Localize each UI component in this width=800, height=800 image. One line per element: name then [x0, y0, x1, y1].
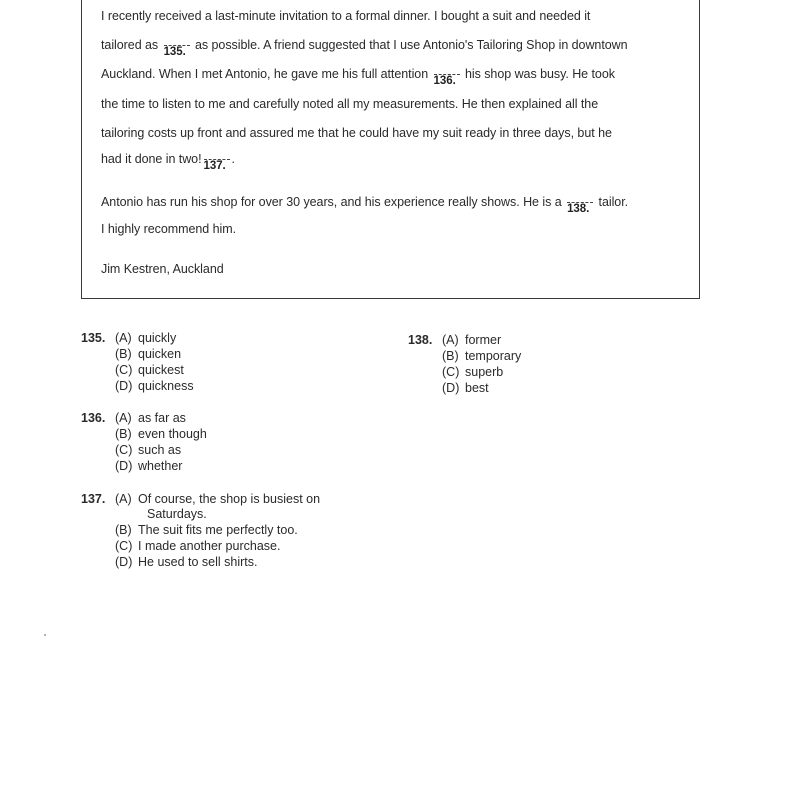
passage-line — [101, 151, 235, 172]
option-136-b[interactable] — [115, 426, 207, 442]
blank-number: 135. — [163, 46, 186, 58]
option-letter: (D) — [115, 555, 133, 569]
option-letter: (D) — [115, 379, 133, 393]
option-letter: (C) — [115, 539, 133, 553]
option-text: I made another purchase. — [138, 539, 281, 553]
option-letter: (C) — [115, 363, 133, 377]
passage-text: Auckland. When I met Antonio, he gave me his full attention — [101, 67, 429, 81]
passage-line — [101, 66, 615, 87]
option-137-b[interactable] — [115, 522, 298, 538]
question-number: 135. — [81, 331, 106, 345]
option-letter: (C) — [115, 443, 133, 457]
passage-line: the time to listen to me and carefully noted all my measurements. He then explained all the — [101, 97, 599, 111]
option-136-d[interactable] — [115, 458, 182, 474]
scan-speck — [44, 634, 46, 636]
option-text: quickness — [138, 379, 194, 393]
option-135-b[interactable] — [115, 346, 181, 362]
option-letter: (B) — [442, 349, 459, 363]
option-letter: (D) — [115, 459, 133, 473]
option-letter: (A) — [115, 492, 132, 506]
passage-text: Antonio has run his shop for over 30 years, and his experience really shows. He is a — [101, 195, 562, 209]
blank-135 — [162, 37, 192, 58]
option-text: Of course, the shop is busiest on — [138, 492, 321, 506]
question-number: 136. — [81, 411, 106, 425]
option-text: as far as — [138, 411, 186, 425]
option-138-b[interactable] — [442, 348, 521, 364]
option-text: such as — [138, 443, 182, 457]
passage-line — [101, 194, 629, 215]
option-138-d[interactable] — [442, 380, 489, 396]
signature: Jim Kestren, Auckland — [101, 262, 224, 276]
option-letter: (B) — [115, 523, 132, 537]
option-text: best — [465, 381, 489, 395]
option-letter: (B) — [115, 347, 132, 361]
option-137-d[interactable] — [115, 554, 258, 570]
blank-138 — [565, 194, 595, 215]
blank-137 — [202, 151, 232, 172]
option-137-a-continued: Saturdays. — [147, 507, 207, 521]
passage-text: his shop was busy. He took — [464, 67, 615, 81]
option-letter: (C) — [442, 365, 460, 379]
passage-line: tailoring costs up front and assured me that he could have my suit ready in three days, but he — [101, 126, 612, 140]
option-text: temporary — [465, 349, 522, 363]
option-137-a[interactable] — [115, 491, 320, 507]
option-text: He used to sell shirts. — [138, 555, 258, 569]
option-135-a[interactable] — [115, 330, 176, 346]
passage-text: . — [231, 152, 235, 166]
option-letter: (A) — [115, 411, 132, 425]
question-number: 138. — [408, 333, 433, 347]
passage-text: tailor. — [598, 195, 629, 209]
option-text: quickly — [138, 331, 177, 345]
option-letter: (D) — [442, 381, 460, 395]
passage-line: I highly recommend him. — [101, 222, 237, 236]
option-136-c[interactable] — [115, 442, 181, 458]
option-138-a[interactable] — [442, 332, 501, 348]
option-text: even though — [138, 427, 207, 441]
passage-line — [101, 37, 628, 58]
option-text: superb — [465, 365, 504, 379]
option-text: quickest — [138, 363, 184, 377]
option-135-d[interactable] — [115, 378, 194, 394]
option-135-c[interactable] — [115, 362, 184, 378]
passage-line: I recently received a last-minute invitation to a formal dinner. I bought a suit and needed it — [101, 9, 591, 23]
question-number: 137. — [81, 492, 106, 506]
option-137-c[interactable] — [115, 538, 280, 554]
blank-136 — [432, 66, 462, 87]
option-text: whether — [138, 459, 183, 473]
option-letter: (B) — [115, 427, 132, 441]
option-text: The suit fits me perfectly too. — [138, 523, 298, 537]
blank-number: 138. — [567, 203, 590, 215]
option-138-c[interactable] — [442, 364, 503, 380]
option-text: quicken — [138, 347, 182, 361]
blank-number: 137. — [203, 160, 226, 172]
option-136-a[interactable] — [115, 410, 186, 426]
passage-text: as possible. A friend suggested that I use Antonio's Tailoring Shop in downtown — [195, 38, 628, 52]
option-text: former — [465, 333, 502, 347]
blank-number: 136. — [433, 75, 456, 87]
passage-text: had it done in two! — [101, 152, 202, 166]
option-letter: (A) — [442, 333, 459, 347]
passage-text: tailored as — [101, 38, 159, 52]
option-letter: (A) — [115, 331, 132, 345]
